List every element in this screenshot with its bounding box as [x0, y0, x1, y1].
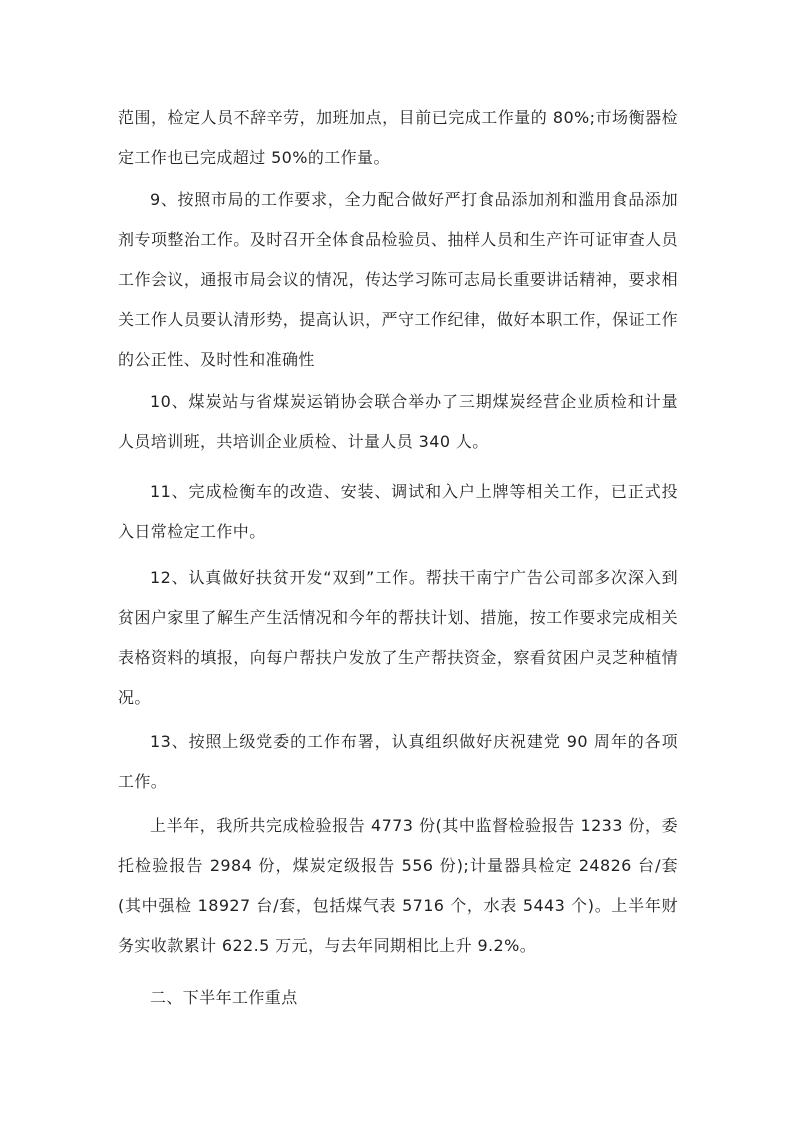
paragraph-item-9: 9、按照市局的工作要求，全力配合做好严打食品添加剂和滥用食品添加剂专项整治工作。及时召开全体食品检验员、抽样人员和生产许可证审查人员工作会议，通报市局会议的情况，传达学习陈可志局长重要讲话精神，要求相关工作人员要认清形势，提高认识，严守工作纪律，做好本职工作，保证工作的公正性、及时性和准确性 — [118, 190, 678, 369]
paragraph-continuation: 范围，检定人员不辞辛劳，加班加点，目前已完成工作量的 80%;市场衡器检定工作也已完成超过 50%的工作量。 — [118, 108, 678, 167]
paragraph-summary: 上半年，我所共完成检验报告 4773 份(其中监督检验报告 1233 份，委托检验报告 2984 份，煤炭定级报告 556 份);计量器具检定 24826 台/套(其中强检 18927 台/套，包括煤气表 5716 个，水表 5443 个)。上半年财务实收款累计 622.5 万元，与去年同期相比上升 9.2%。 — [118, 816, 678, 955]
paragraph-item-12: 12、认真做好扶贫开发“双到”工作。帮扶干南宁广告公司部多次深入到贫困户家里了解生产生活情况和今年的帮扶计划、措施，按工作要求完成相关表格资料的填报，向每户帮扶户发放了生产帮扶资金，察看贫困户灵芝种植情况。 — [118, 568, 678, 707]
paragraph-item-11: 11、完成检衡车的改造、安装、调试和入户上牌等相关工作，已正式投入日常检定工作中。 — [118, 482, 678, 541]
paragraph-item-13: 13、按照上级党委的工作布署，认真组织做好庆祝建党 90 周年的各项工作。 — [118, 732, 678, 791]
paragraph-item-10: 10、煤炭站与省煤炭运销协会联合举办了三期煤炭经营企业质检和计量人员培训班，共培训企业质检、计量人员 340 人。 — [118, 392, 678, 451]
section-heading: 二、下半年工作重点 — [150, 988, 298, 1007]
